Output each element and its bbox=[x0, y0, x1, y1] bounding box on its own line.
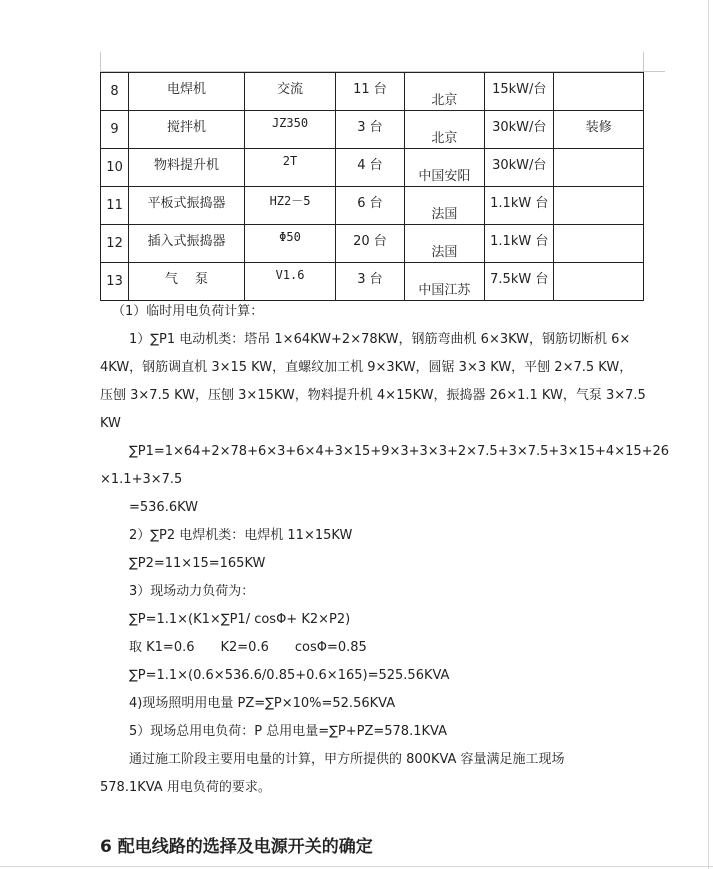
formula-p: ∑P=1.1×(K1×∑P1/ cosΦ+ K2×P2) bbox=[129, 612, 351, 627]
table-row bbox=[101, 111, 644, 149]
formula-p1: ∑P1=1×64+2×78+6×3+6×4+3×15+9×3+3×3+2×7.5+3×7.5+3×15+4×15+26 bbox=[129, 444, 670, 459]
equipment-origin: 中国安阳 bbox=[404, 149, 484, 187]
equipment-origin: 北京 bbox=[404, 73, 484, 111]
equipment-power: 15kW/台 bbox=[485, 73, 554, 111]
margin-guide bbox=[100, 52, 101, 72]
conclusion: 578.1KVA 用电负荷的要求。 bbox=[100, 780, 271, 795]
conclusion: 通过施工阶段主要用电量的计算，甲方所提供的 800KVA 容量满足施工现场 bbox=[129, 752, 565, 767]
page-edge bbox=[708, 0, 709, 869]
formula-p1: ×1.1+3×7.5 bbox=[100, 472, 183, 487]
page-edge bbox=[0, 866, 713, 867]
row-number: 10 bbox=[101, 149, 129, 187]
equipment-table bbox=[100, 72, 644, 301]
equipment-model: 交流 bbox=[244, 73, 336, 111]
table-row bbox=[101, 225, 644, 263]
paragraph-motors: 4KW，钢筋调直机 3×15 KW，直螺纹加工机 9×3KW，圆锯 3×3 KW，平刨 2×7.5 KW， bbox=[100, 360, 633, 375]
equipment-quantity: 3 台 bbox=[336, 111, 404, 149]
equipment-note bbox=[554, 149, 644, 187]
row-number: 9 bbox=[101, 111, 129, 149]
paragraph-load-calc-title: （1）临时用电负荷计算： bbox=[112, 304, 264, 319]
equipment-name: 平板式振捣器 bbox=[129, 187, 245, 225]
equipment-origin: 北京 bbox=[404, 111, 484, 149]
formula-p-result: ∑P=1.1×(0.6×536.6/0.85+0.6×165)=525.56KVA bbox=[129, 668, 450, 683]
equipment-power: 30kW/台 bbox=[485, 111, 554, 149]
equipment-note bbox=[554, 73, 644, 111]
equipment-note bbox=[554, 187, 644, 225]
equipment-model: HZ2－5 bbox=[244, 187, 336, 225]
equipment-power: 1.1kW 台 bbox=[485, 225, 554, 263]
paragraph-motors: 1）∑P1 电动机类：塔吊 1×64KW+2×78KW，钢筋弯曲机 6×3KW，钢筋切断机 6× bbox=[129, 332, 631, 347]
paragraph-motors: 压刨 3×7.5 KW，压刨 3×15KW，物料提升机 4×15KW，振捣器 26×1.1 KW，气泵 3×7.5 bbox=[100, 388, 646, 403]
equipment-note: 装修 bbox=[554, 111, 644, 149]
margin-guide bbox=[643, 52, 644, 72]
formula-p1-result: =536.6KW bbox=[129, 500, 199, 515]
paragraph-motors: KW bbox=[100, 416, 121, 431]
section-heading: 6 配电线路的选择及电源开关的确定 bbox=[100, 837, 373, 857]
equipment-quantity: 11 台 bbox=[336, 73, 404, 111]
equipment-quantity: 6 台 bbox=[336, 187, 404, 225]
row-number: 11 bbox=[101, 187, 129, 225]
table-row bbox=[101, 263, 644, 301]
equipment-power: 30kW/台 bbox=[485, 149, 554, 187]
equipment-model: V1.6 bbox=[244, 263, 336, 301]
equipment-origin: 法国 bbox=[404, 225, 484, 263]
equipment-name: 电焊机 bbox=[129, 73, 245, 111]
equipment-name: 物料提升机 bbox=[129, 149, 245, 187]
equipment-origin: 中国江苏 bbox=[404, 263, 484, 301]
paragraph-welders: 2）∑P2 电焊机类：电焊机 11×15KW bbox=[129, 528, 353, 543]
table-row bbox=[101, 149, 644, 187]
equipment-note bbox=[554, 225, 644, 263]
equipment-quantity: 20 台 bbox=[336, 225, 404, 263]
equipment-name: 搅拌机 bbox=[129, 111, 245, 149]
equipment-name: 气 泵 bbox=[129, 263, 245, 301]
equipment-model: 2T bbox=[244, 149, 336, 187]
equipment-model: JZ350 bbox=[244, 111, 336, 149]
formula-p2: ∑P2=11×15=165KW bbox=[129, 556, 266, 571]
row-number: 8 bbox=[101, 73, 129, 111]
total-load: 5）现场总用电负荷：P 总用电量=∑P+PZ=578.1KVA bbox=[129, 724, 447, 739]
paragraph-power-load: 3）现场动力负荷为： bbox=[129, 584, 255, 599]
equipment-quantity: 3 台 bbox=[336, 263, 404, 301]
coefficients: 取 K1=0.6 K2=0.6 cosΦ=0.85 bbox=[129, 640, 367, 655]
row-number: 13 bbox=[101, 263, 129, 301]
table-row bbox=[101, 187, 644, 225]
table-row bbox=[101, 73, 644, 111]
equipment-power: 7.5kW 台 bbox=[485, 263, 554, 301]
equipment-name: 插入式振捣器 bbox=[129, 225, 245, 263]
equipment-origin: 法国 bbox=[404, 187, 484, 225]
lighting-load: 4)现场照明用电量 PZ=∑P×10%=52.56KVA bbox=[129, 696, 396, 711]
equipment-note bbox=[554, 263, 644, 301]
equipment-model: Φ50 bbox=[244, 225, 336, 263]
equipment-quantity: 4 台 bbox=[336, 149, 404, 187]
row-number: 12 bbox=[101, 225, 129, 263]
equipment-power: 1.1kW 台 bbox=[485, 187, 554, 225]
